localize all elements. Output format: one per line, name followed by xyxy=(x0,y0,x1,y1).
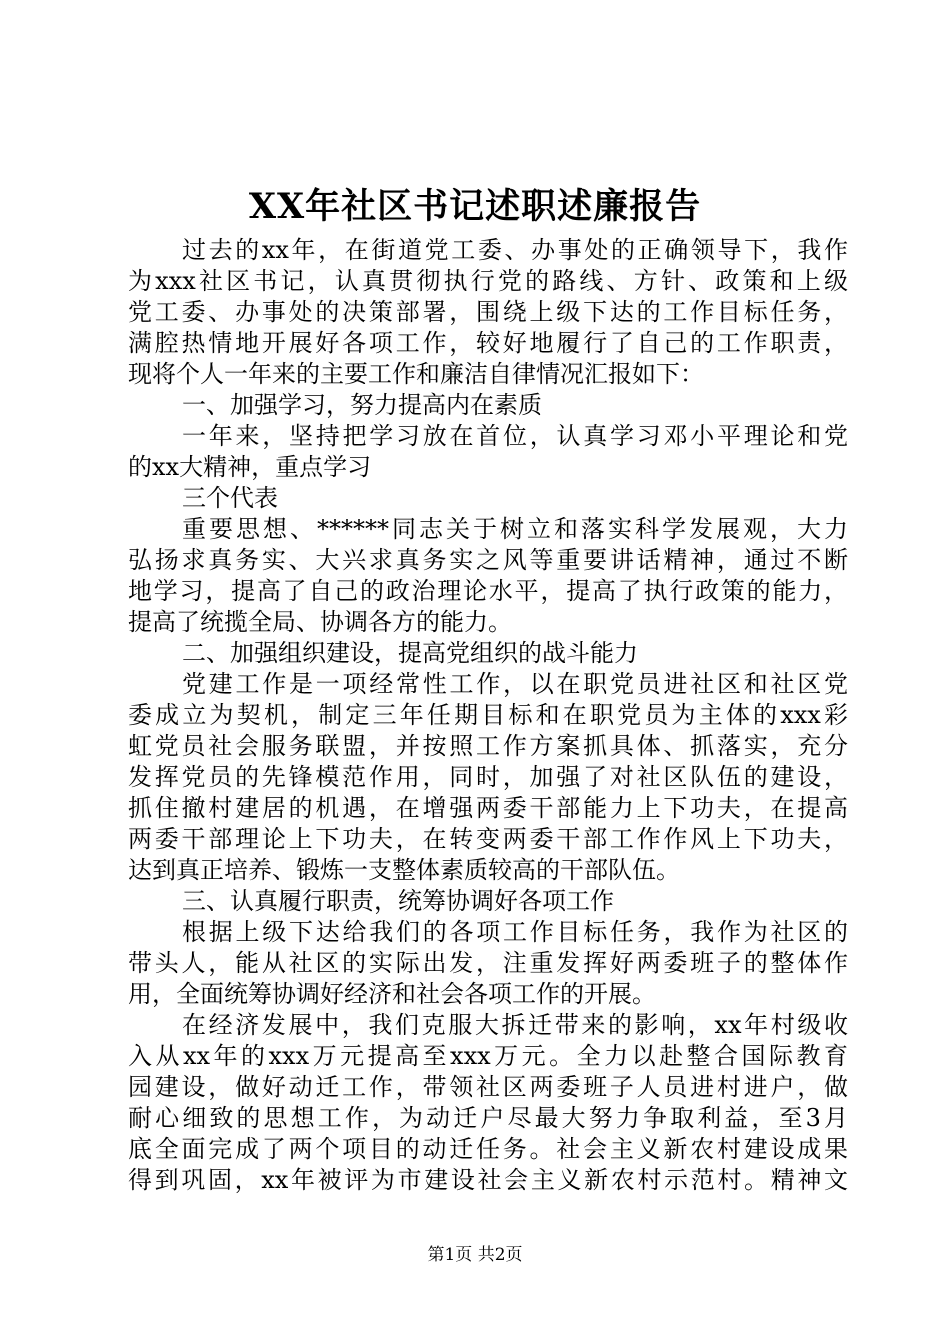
text-line: 弘扬求真务实、大兴求真务实之风等重要讲话精神，通过不断 xyxy=(128,546,848,574)
text-line: 带头人，能从社区的实际出发，注重发挥好两委班子的整体作 xyxy=(128,949,848,977)
text-line: 地学习，提高了自己的政治理论水平，提高了执行政策的能力， xyxy=(128,577,848,605)
text-line: 底全面完成了两个项目的动迁任务。社会主义新农村建设成果 xyxy=(128,1135,848,1163)
text-line: 发挥党员的先锋模范作用，同时，加强了对社区队伍的建设， xyxy=(128,763,848,791)
text-line: 园建设，做好动迁工作，带领社区两委班子人员进村进户，做 xyxy=(128,1073,848,1101)
document-title: XX年社区书记述职述廉报告 xyxy=(248,186,702,227)
text-line: 委成立为契机，制定三年任期目标和在职党员为主体的xxx彩 xyxy=(128,701,848,729)
text-line: 得到巩固，xx年被评为市建设社会主义新农村示范村。精神文 xyxy=(128,1166,848,1194)
text-line: 抓住撤村建居的机遇，在增强两委干部能力上下功夫，在提高 xyxy=(128,794,848,822)
text-line: 耐心细致的思想工作，为动迁户尽最大努力争取利益，至3月 xyxy=(128,1104,848,1132)
text-line: 二、加强组织建设，提高党组织的战斗能力 xyxy=(182,639,638,667)
text-line: 的xx大精神，重点学习 xyxy=(128,453,372,481)
text-line: 党建工作是一项经常性工作，以在职党员进社区和社区党 xyxy=(182,670,848,698)
text-line: 一、加强学习，努力提高内在素质 xyxy=(182,391,542,419)
text-line: 过去的xx年，在街道党工委、办事处的正确领导下，我作 xyxy=(182,236,848,264)
text-line: 达到真正培养、锻炼一支整体素质较高的干部队伍。 xyxy=(128,856,680,884)
text-line: 重要思想、******同志关于树立和落实科学发展观，大力 xyxy=(182,515,848,543)
text-line: 一年来，坚持把学习放在首位，认真学习邓小平理论和党 xyxy=(182,422,848,450)
text-line: 提高了统揽全局、协调各方的能力。 xyxy=(128,608,512,636)
text-line: 为xxx社区书记，认真贯彻执行党的路线、方针、政策和上级 xyxy=(128,267,848,295)
text-line: 满腔热情地开展好各项工作，较好地履行了自己的工作职责， xyxy=(128,329,848,357)
text-line: 三个代表 xyxy=(182,484,278,512)
text-line: 党工委、办事处的决策部署，围绕上级下达的工作目标任务， xyxy=(128,298,848,326)
page-footer: 第1页 共2页 xyxy=(427,1245,523,1265)
text-line: 根据上级下达给我们的各项工作目标任务，我作为社区的 xyxy=(182,918,848,946)
document-body xyxy=(128,235,848,1196)
text-line: 在经济发展中，我们克服大拆迁带来的影响，xx年村级收 xyxy=(182,1011,848,1039)
text-line: 三、认真履行职责，统筹协调好各项工作 xyxy=(182,887,614,915)
text-line: 入从xx年的xxx万元提高至xxx万元。全力以赴整合国际教育 xyxy=(128,1042,848,1070)
text-line: 两委干部理论上下功夫，在转变两委干部工作作风上下功夫， xyxy=(128,825,848,853)
text-line: 虹党员社会服务联盟，并按照工作方案抓具体、抓落实，充分 xyxy=(128,732,848,760)
text-line: 用，全面统筹协调好经济和社会各项工作的开展。 xyxy=(128,980,656,1008)
text-line: 现将个人一年来的主要工作和廉洁自律情况汇报如下： xyxy=(128,360,704,388)
